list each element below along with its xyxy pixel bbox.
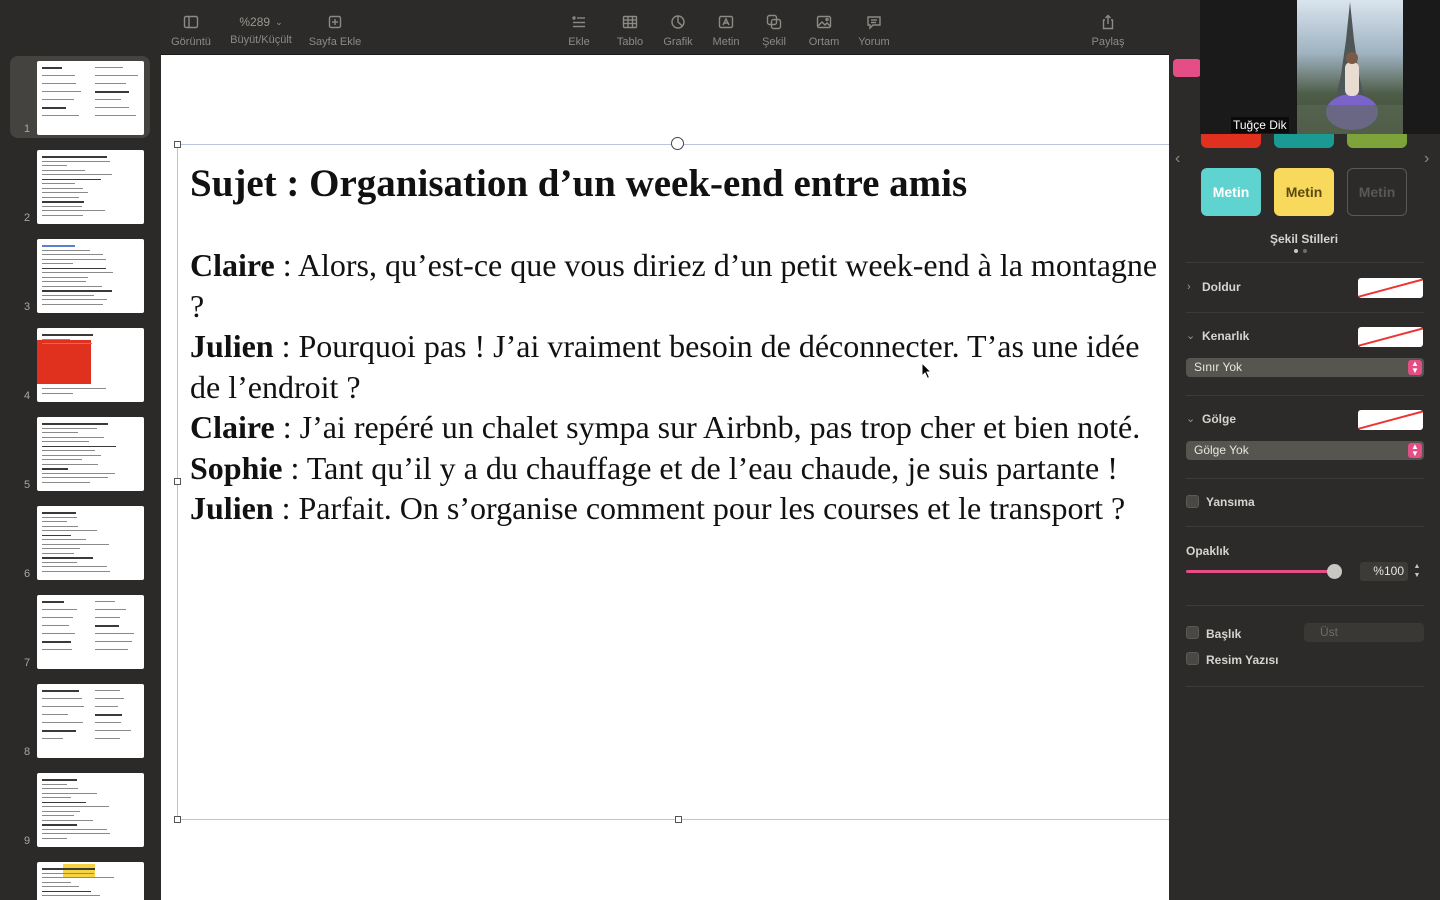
page-thumbnail[interactable] — [10, 501, 150, 583]
thumb-text-line — [42, 450, 95, 451]
thumb-text-line — [42, 455, 101, 456]
page-number: 4 — [24, 390, 31, 402]
opacity-stepper[interactable]: ▲ ▼ — [1413, 563, 1421, 579]
thumb-text-line — [42, 802, 86, 804]
thumb-text-line — [42, 601, 64, 603]
page-thumbnail[interactable] — [10, 323, 150, 405]
participant-video — [1297, 0, 1403, 134]
thumb-text-line — [95, 722, 121, 723]
thumb-text-line — [42, 75, 75, 76]
shadow-color-well[interactable] — [1358, 410, 1423, 430]
share-button[interactable] — [1087, 0, 1129, 55]
page-preview — [37, 150, 144, 224]
thumb-text-line — [42, 272, 113, 273]
add-page-label: Sayfa Ekle — [308, 36, 362, 48]
page-preview — [37, 773, 144, 847]
thumb-text-line — [42, 165, 67, 166]
shape-label: Şekil — [762, 36, 786, 48]
page-preview — [37, 417, 144, 491]
speech-text: : Tant qu’il y a du chauffage et de l’eau chaude, je suis partante ! — [282, 449, 1118, 486]
zoom-button[interactable] — [226, 0, 296, 55]
thumb-text-line — [42, 437, 104, 438]
thumb-text-line — [42, 441, 89, 442]
resize-handle-top-left[interactable] — [174, 141, 181, 148]
thumb-text-line — [42, 482, 90, 483]
border-style-value: Sınır Yok — [1194, 360, 1243, 374]
thumb-text-line — [42, 277, 88, 278]
reflection-label: Yansıma — [1206, 495, 1255, 509]
page-preview — [37, 684, 144, 758]
photo-icon — [816, 14, 832, 30]
thumb-text-line — [42, 690, 79, 692]
page-preview — [37, 239, 144, 313]
thumb-text-line — [42, 617, 73, 618]
thumb-text-line — [42, 820, 93, 821]
thumb-text-line — [42, 877, 114, 878]
border-color-well[interactable] — [1358, 327, 1423, 347]
shape-style-swatch[interactable] — [1274, 134, 1334, 148]
page-preview — [37, 506, 144, 580]
thumb-text-line — [42, 784, 67, 785]
thumb-text-line — [95, 91, 129, 93]
shape-icon — [766, 14, 782, 30]
opacity-label: Opaklık — [1186, 544, 1230, 558]
thumb-text-line — [42, 806, 109, 807]
thumb-text-line — [95, 649, 128, 650]
speaker-name: Sophie — [190, 449, 283, 486]
thumb-text-line — [42, 281, 86, 282]
zoom-label: Büyüt/Küçült — [230, 34, 292, 46]
media-button[interactable] — [803, 0, 845, 55]
insert-button[interactable] — [561, 0, 597, 55]
table-icon — [622, 14, 638, 30]
thumb-text-line — [42, 722, 83, 723]
dialogue-line — [190, 407, 1165, 448]
thumb-text-line — [95, 601, 115, 602]
thumb-text-line — [42, 343, 92, 344]
speaker-name: Julien — [190, 490, 274, 526]
thumb-text-line — [95, 115, 136, 116]
thumb-text-line — [42, 115, 79, 116]
divider — [1186, 686, 1424, 687]
yellow-block — [63, 864, 95, 878]
thumb-text-line — [42, 161, 110, 162]
page-number: 6 — [24, 568, 31, 580]
table-label: Tablo — [616, 36, 644, 48]
text-box[interactable] — [190, 160, 1165, 529]
thumb-text-line — [95, 625, 119, 627]
thumb-text-line — [42, 432, 78, 433]
text-label: Metin — [712, 36, 740, 48]
thumb-text-line — [42, 512, 76, 514]
thumb-text-line — [42, 539, 86, 540]
thumb-text-line — [42, 891, 91, 893]
page-thumbnail[interactable] — [10, 590, 150, 672]
page-number: 3 — [24, 301, 31, 313]
resize-handle-bottom-left[interactable] — [174, 816, 181, 823]
chart-label: Grafik — [663, 36, 693, 48]
thumb-text-line — [42, 895, 100, 896]
eiffel-tower-photo — [1297, 0, 1403, 134]
thumb-text-line — [42, 245, 75, 247]
shape-button[interactable] — [755, 0, 793, 55]
chevron-right-icon[interactable]: › — [1187, 281, 1191, 293]
title-checkbox[interactable] — [1186, 626, 1199, 639]
chart-button[interactable] — [659, 0, 697, 55]
thumb-text-line — [42, 99, 74, 100]
divider — [1186, 395, 1424, 396]
thumb-text-line — [42, 868, 95, 870]
thumb-text-line — [42, 250, 90, 251]
thumb-text-line — [42, 263, 73, 264]
speaker-name: Claire — [190, 409, 275, 445]
thumb-text-line — [42, 714, 68, 715]
dialogue-line — [190, 448, 1165, 489]
thumb-text-line — [42, 67, 62, 69]
thumb-text-line — [42, 557, 93, 559]
thumb-text-line — [42, 517, 77, 518]
share-label: Paylaş — [1091, 36, 1125, 48]
divider — [1186, 526, 1424, 527]
thumb-text-line — [42, 156, 107, 158]
thumb-text-line — [42, 530, 97, 531]
thumb-text-line — [42, 304, 103, 305]
reflection-checkbox[interactable] — [1186, 495, 1199, 508]
rotate-handle[interactable] — [671, 137, 684, 150]
thumb-text-line — [42, 339, 70, 340]
title-position-select[interactable]: Üst — [1304, 623, 1424, 642]
thumb-text-line — [42, 174, 112, 175]
title-label: Başlık — [1206, 627, 1242, 641]
page-thumbnail[interactable] — [10, 412, 150, 494]
comment-button[interactable] — [853, 0, 895, 55]
thumb-text-line — [42, 566, 107, 567]
thumb-text-line — [42, 295, 94, 296]
thumb-text-line — [42, 206, 82, 207]
page-thumbnails-sidebar[interactable] — [0, 0, 161, 900]
shape-styles-label: Şekil Stilleri — [1270, 232, 1339, 246]
thumb-text-line — [42, 91, 81, 92]
shape-style-swatch[interactable] — [1347, 134, 1407, 148]
chevron-down-icon: ⌄ — [275, 16, 283, 27]
thumb-text-line — [42, 290, 112, 292]
resize-handle-bottom-middle[interactable] — [675, 816, 682, 823]
thumb-text-line — [95, 609, 126, 610]
thumb-text-line — [42, 609, 77, 610]
video-call-overlay — [1200, 0, 1440, 134]
thumb-text-line — [42, 170, 85, 171]
thumb-text-line — [42, 286, 102, 287]
caption-label: Resim Yazısı — [1206, 653, 1279, 667]
page-preview — [37, 595, 144, 669]
thumb-text-line — [42, 388, 106, 389]
toolbar — [161, 0, 1200, 55]
selection-bottom-edge — [177, 819, 1169, 820]
view-button[interactable] — [169, 0, 213, 55]
thumb-text-line — [42, 698, 82, 699]
thumb-text-line — [42, 886, 79, 887]
thumb-text-line — [42, 633, 75, 634]
document-canvas[interactable] — [161, 55, 1169, 900]
thumb-text-line — [42, 428, 97, 429]
thumb-text-line — [42, 526, 78, 527]
thumb-text-line — [42, 477, 108, 478]
divider — [1186, 312, 1424, 313]
thumb-text-line — [42, 446, 116, 448]
thumb-text-line — [42, 423, 108, 425]
format-tab-indicator[interactable] — [1173, 59, 1201, 77]
chevron-down-icon[interactable]: ⌄ — [1186, 413, 1196, 425]
thumb-text-line — [42, 259, 106, 260]
opacity-field[interactable]: %100 — [1360, 562, 1408, 581]
thumb-text-line — [42, 179, 101, 181]
shape-style-button[interactable]: Metin — [1347, 168, 1407, 216]
view-label: Görüntü — [171, 36, 211, 48]
thumb-text-line — [42, 268, 106, 270]
shadow-label[interactable]: Gölge — [1202, 412, 1237, 426]
thumb-text-line — [42, 738, 63, 739]
speech-text: : J’ai repéré un chalet sympa sur Airbnb, pas trop cher et bien noté. — [274, 409, 1141, 445]
thumb-text-line — [42, 188, 83, 189]
thumb-text-line — [42, 535, 71, 537]
chevron-right-icon[interactable]: › — [1424, 150, 1430, 167]
thumb-text-line — [95, 738, 120, 739]
thumb-text-line — [95, 67, 123, 68]
dialogue — [190, 245, 1165, 529]
shadow-style-select[interactable] — [1186, 441, 1424, 460]
border-label[interactable]: Kenarlık — [1202, 329, 1250, 343]
page-preview — [37, 862, 144, 900]
thumb-text-line — [42, 544, 109, 545]
opacity-slider-knob[interactable] — [1327, 564, 1342, 579]
thumb-text-line — [42, 192, 88, 193]
page-thumbnail[interactable] — [10, 857, 150, 900]
shape-style-button[interactable]: Metin — [1201, 168, 1261, 216]
page-dot-active[interactable] — [1294, 249, 1298, 253]
thumb-text-line — [42, 571, 110, 572]
thumb-text-line — [95, 698, 124, 699]
comment-label: Yorum — [858, 36, 890, 48]
dialogue-line — [190, 326, 1165, 407]
mouse-cursor-icon — [921, 362, 933, 380]
sidebar-icon — [183, 14, 199, 30]
style-page-dots[interactable] — [1294, 249, 1307, 253]
speech-text: : Parfait. On s’organise comment pour les courses et le transport ? — [273, 490, 1126, 526]
thumb-text-line — [42, 553, 74, 554]
speech-text: : Pourquoi pas ! J’ai vraiment besoin de déconnecter. T’as une idée de l’endroit ? — [190, 328, 1140, 405]
thumb-text-line — [42, 706, 84, 707]
thumb-text-line — [95, 641, 132, 642]
border-style-select[interactable] — [1186, 358, 1424, 377]
speech-text: : Alors, qu’est-ce que vous diriez d’un petit week-end à la montagne ? — [190, 247, 1158, 324]
thumb-text-line — [42, 815, 74, 816]
insert-label: Ekle — [568, 36, 590, 48]
opacity-slider-track[interactable] — [1186, 570, 1336, 573]
thumb-text-line — [95, 99, 121, 100]
thumb-text-line — [42, 811, 80, 812]
page-preview — [37, 328, 144, 402]
thumb-text-line — [42, 183, 75, 184]
zoom-value: %289 — [239, 15, 271, 29]
thumb-text-line — [95, 706, 118, 707]
dialogue-line — [190, 245, 1165, 326]
thumb-text-line — [42, 797, 71, 798]
divider — [1186, 605, 1424, 606]
text-button[interactable] — [707, 0, 745, 55]
participant-name: Tuğçe Dik — [1233, 118, 1287, 132]
thumb-text-line — [42, 793, 97, 794]
thumb-text-line — [95, 617, 120, 618]
page-number: 5 — [24, 479, 31, 491]
divider — [1186, 262, 1424, 263]
thumb-text-line — [42, 254, 103, 255]
thumb-text-line — [42, 521, 67, 522]
speaker-name: Julien — [190, 328, 274, 364]
add-page-button[interactable] — [307, 0, 363, 55]
page-thumbnail[interactable] — [10, 234, 150, 316]
thumb-text-line — [42, 824, 77, 826]
insert-list-icon — [571, 14, 587, 30]
thumb-text-line — [42, 393, 73, 394]
thumb-text-line — [42, 838, 67, 839]
page-thumbnail[interactable] — [10, 679, 150, 761]
page-number: 9 — [24, 835, 31, 847]
page-thumbnail[interactable] — [10, 768, 150, 850]
table-button[interactable] — [611, 0, 649, 55]
thumb-text-line — [42, 83, 76, 84]
format-inspector — [1169, 0, 1440, 900]
thumb-text-line — [42, 548, 80, 549]
thumb-text-line — [42, 641, 71, 643]
page-number: 2 — [24, 212, 31, 224]
thumb-text-line — [42, 833, 110, 834]
divider — [1186, 478, 1424, 479]
chevron-left-icon[interactable]: ‹ — [1175, 150, 1181, 167]
thumb-text-line — [42, 562, 77, 563]
updown-arrows-icon: ▲ ▼ — [1408, 360, 1422, 375]
thumb-text-line — [95, 107, 129, 108]
thumb-text-line — [95, 730, 131, 731]
thumb-text-line — [42, 788, 78, 789]
thumb-text-line — [42, 215, 83, 216]
thumb-text-line — [95, 690, 120, 691]
red-block — [37, 340, 91, 384]
thumb-text-line — [42, 882, 71, 883]
page-number: 8 — [24, 746, 31, 758]
thumb-text-line — [42, 197, 79, 198]
page-preview — [37, 61, 144, 135]
thumb-text-line — [42, 464, 98, 465]
document-title: Sujet : Organisation d’un week-end entre amis — [190, 162, 968, 205]
thumb-text-line — [42, 210, 105, 211]
thumb-text-line — [42, 334, 93, 336]
thumb-text-line — [42, 829, 107, 830]
fill-color-well[interactable] — [1358, 278, 1423, 298]
thumb-text-line — [95, 83, 126, 84]
page-number: 1 — [24, 123, 31, 135]
thumb-text-line — [95, 714, 122, 716]
thumb-text-line — [42, 730, 76, 732]
shape-style-button[interactable]: Metin — [1274, 168, 1334, 216]
thumb-text-line — [42, 459, 82, 460]
add-page-icon — [327, 14, 343, 30]
thumb-text-line — [95, 75, 138, 76]
caption-checkbox[interactable] — [1186, 652, 1199, 665]
page-thumbnail[interactable] — [10, 145, 150, 227]
chart-icon — [670, 14, 686, 30]
thumb-text-line — [42, 649, 72, 650]
thumb-text-line — [42, 873, 94, 874]
text-box-icon — [718, 14, 734, 30]
share-icon — [1100, 14, 1116, 30]
comment-icon — [866, 14, 882, 30]
resize-handle-middle-left[interactable] — [174, 478, 181, 485]
thumb-text-line — [42, 299, 107, 300]
media-label: Ortam — [808, 36, 840, 48]
shadow-style-value: Gölge Yok — [1194, 443, 1249, 457]
updown-arrows-icon: ▲ ▼ — [1408, 443, 1422, 458]
shape-style-swatch[interactable] — [1201, 134, 1261, 148]
page-dot[interactable] — [1303, 249, 1307, 253]
page-number: 7 — [24, 657, 31, 669]
chevron-down-icon[interactable]: ⌄ — [1186, 330, 1196, 342]
thumb-text-line — [42, 107, 66, 109]
thumb-text-line — [42, 625, 69, 626]
speaker-name: Claire — [190, 247, 275, 283]
thumb-text-line — [42, 201, 84, 203]
thumb-text-line — [42, 779, 77, 781]
fill-label[interactable]: Doldur — [1202, 280, 1241, 294]
dialogue-line — [190, 488, 1165, 529]
thumb-text-line — [95, 633, 134, 634]
page-thumbnail[interactable] — [10, 56, 150, 138]
thumb-text-line — [42, 468, 68, 470]
thumb-text-line — [42, 473, 115, 474]
